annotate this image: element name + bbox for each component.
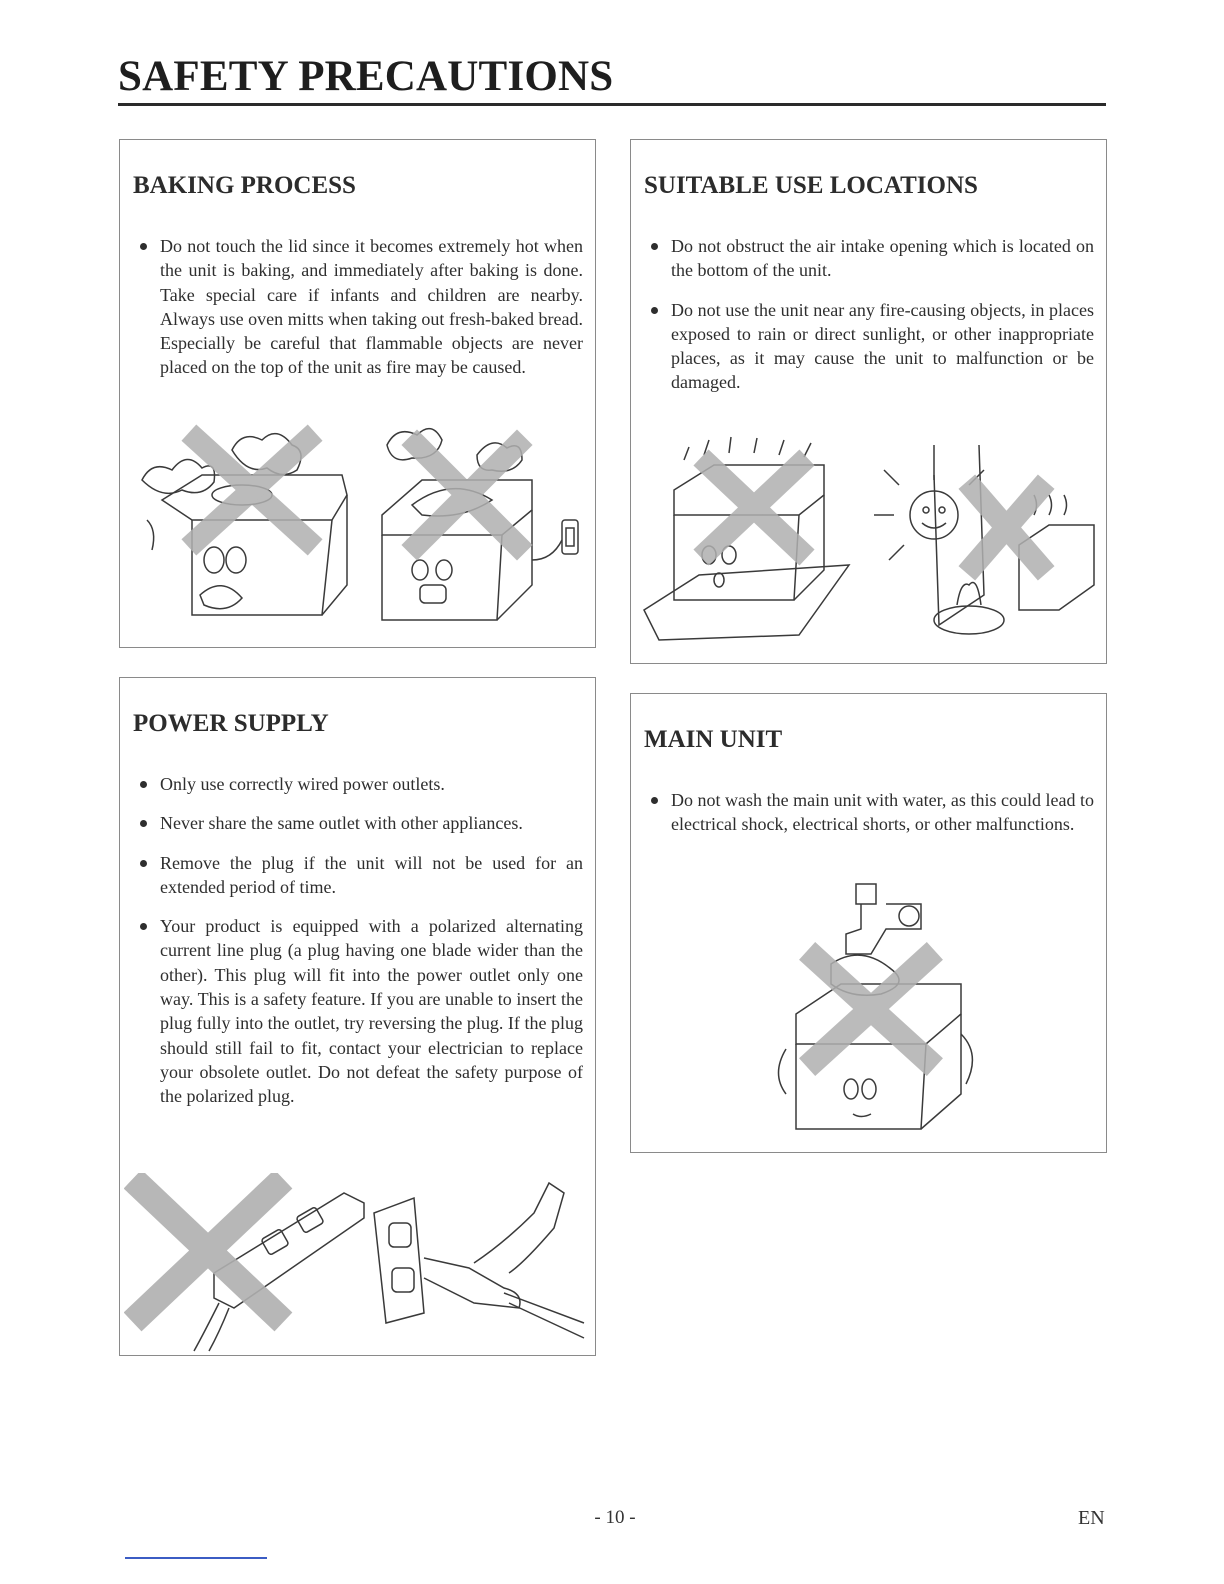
panel-heading-locations: SUITABLE USE LOCATIONS: [644, 172, 978, 199]
list-item: [138, 914, 583, 1108]
page-number: - 10 -: [594, 1507, 636, 1528]
list-item: [138, 234, 583, 380]
bullet-dot-icon: [140, 860, 147, 867]
bullet-text: Only use correctly wired power outlets.: [160, 774, 445, 794]
list-item: [138, 851, 583, 900]
locations-illustration: [639, 435, 1099, 655]
list-item: [649, 234, 1094, 283]
panel-heading-power: POWER SUPPLY: [133, 710, 329, 737]
bread-maker-unit-drawing-right: [382, 429, 578, 620]
corner-blue-line: [125, 1557, 267, 1559]
language-code: EN: [1078, 1507, 1105, 1529]
baking-bullet-list: [138, 234, 583, 395]
panel-suitable-use-locations: [630, 139, 1107, 664]
bullet-dot-icon: [140, 923, 147, 930]
cross-mark-icon: [142, 1188, 274, 1313]
list-item: [649, 298, 1094, 395]
wall-outlet-and-hand-drawing: [374, 1183, 584, 1338]
bullet-text: Do not wash the main unit with water, as this could lead to electrical shock, electrical shorts, or other malfunctions.: [671, 790, 1094, 835]
main-unit-bullet-list: [649, 788, 1094, 852]
list-item: [138, 811, 583, 835]
panel-baking-process: [119, 139, 596, 648]
list-item: [138, 772, 583, 796]
list-item: [649, 788, 1094, 837]
bullet-text: Never share the same outlet with other appliances.: [160, 813, 523, 834]
panel-heading-main-unit: MAIN UNIT: [644, 726, 783, 753]
bullet-dot-icon: [140, 781, 147, 788]
bullet-dot-icon: [651, 243, 658, 250]
bullet-dot-icon: [651, 797, 658, 804]
bullet-dot-icon: [140, 243, 147, 250]
title-rule: [118, 103, 1106, 106]
page-title: SAFETY PRECAUTIONS: [118, 53, 614, 100]
bread-maker-unit-drawing-left: [142, 434, 347, 615]
baking-illustration: [132, 420, 584, 635]
bullet-text: Your product is equipped with a polarized alternating current line plug (a plug having one blade wider than the other). This plug will fit into the power outlet only one way. This is a safety feature. If you are unable to insert the plug fully into the outlet, try reversing the plug. If the plug should still fail to fit, contact your electrician to replace your obsolete outlet. Do not defeat the safety purpose of the polarized plug.: [160, 916, 583, 1107]
panel-heading-baking: BAKING PROCESS: [133, 172, 356, 199]
bullet-dot-icon: [140, 820, 147, 827]
main-unit-illustration: [761, 874, 991, 1139]
bullet-text: Do not use the unit near any fire-causing objects, in places exposed to rain or direct sunlight, or other inappropriate places, as it may cause the unit to malfunction or be damaged.: [671, 299, 1094, 393]
bullet-text: Do not touch the lid since it becomes extremely hot when the unit is baking, and immediately after baking is done. Take special care if infants and children are nearby. Always use oven mitts when taking out fresh-baked bread. Especially be careful that flammable objects are never placed on the top of the unit as fire may be caused.: [160, 236, 583, 378]
panel-power-supply: [119, 677, 596, 1356]
bullet-text: Remove the plug if the unit will not be used for an extended period of time.: [160, 852, 583, 897]
bullet-text: Do not obstruct the air intake opening which is located on the bottom of the unit.: [671, 236, 1094, 281]
locations-bullet-list: [649, 234, 1094, 410]
cross-mark-icon: [197, 440, 517, 545]
power-illustration: [124, 1173, 592, 1353]
bread-maker-on-cloth-drawing: [644, 437, 849, 640]
panel-main-unit: [630, 693, 1107, 1153]
power-bullet-list: [138, 772, 583, 1124]
bullet-dot-icon: [651, 307, 658, 314]
